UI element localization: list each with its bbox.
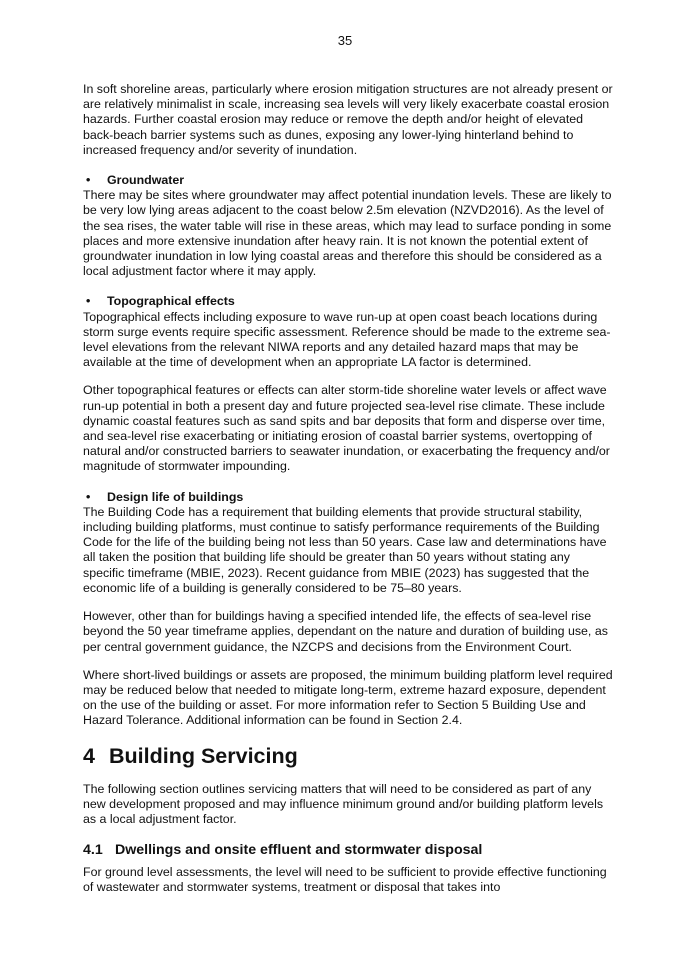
bullet-icon: • <box>86 173 91 188</box>
topographical-paragraph-1: Topographical effects including exposure to wave run-up at open coast beach locations during storm surge events require specific assessment. Reference should be made to the extreme sea-level elevations from the relevant NIWA reports and any detailed hazard maps that may be available at the time of development when an appropriate LA factor is determined. <box>83 309 611 370</box>
design-life-heading-text: Design life of buildings <box>107 489 244 504</box>
document-body <box>83 82 613 896</box>
page-number: 35 <box>337 33 353 48</box>
section-4-1-heading <box>83 841 613 859</box>
section-4-1-number: 4.1 <box>83 842 103 859</box>
topographical-heading <box>83 294 613 309</box>
design-life-paragraph-2: However, other than for buildings having a specified intended life, the effects of sea-level rise beyond the 50 year timeframe applies, dependant on the nature and duration of building use, as per central government guidance, the NZCPS and decisions from the Environment Court. <box>83 609 608 654</box>
topographical-heading-text: Topographical effects <box>107 294 235 309</box>
bullet-icon: • <box>86 489 91 504</box>
section-4-title: Building Servicing <box>109 743 298 768</box>
design-life-paragraph-3: Where short-lived buildings or assets are proposed, the minimum building platform level required may be reduced below that needed to mitigate long-term, extreme hazard exposure, dependent on the use of the building or asset. For more information refer to Section 5 Building Use and Hazard Tolerance. Additional information can be found in Section 2.4. <box>83 667 613 728</box>
groundwater-paragraph: There may be sites where groundwater may affect potential inundation levels. These are likely to be very low lying areas adjacent to the coast below 2.5m elevation (NZVD2016). As the level of the sea rises, the water table will rise in these areas, which may lead to surface ponding in some places and more extensive inundation after heavy rain. It is not known the potential extent of groundwater inundation in low lying coastal areas and therefore this should be considered as a local adjustment factor where it may apply. <box>83 188 612 279</box>
intro-paragraph: In soft shoreline areas, particularly where erosion mitigation structures are not already present or are relatively minimalist in scale, increasing sea levels will very likely exacerbate coastal erosion hazards. Further coastal erosion may reduce or remove the depth and/or height of elevated back-beach barrier systems such as dunes, exposing any lower-lying hinterland behind to increased frequency and/or severity of inundation. <box>83 82 613 157</box>
section-4-1-paragraph: For ground level assessments, the level will need to be sufficient to provide effective functioning of wastewater and stormwater systems, treatment or disposal that takes into <box>83 865 607 895</box>
design-life-heading <box>83 490 613 505</box>
bullet-icon: • <box>86 294 91 309</box>
groundwater-heading-text: Groundwater <box>107 173 185 188</box>
section-4-number: 4 <box>83 743 95 768</box>
design-life-paragraph-1: The Building Code has a requirement that building elements that provide structural stability, including building platforms, must continue to satisfy performance requirements of the Building Code for the life of the building being not less than 50 years. Case law and determinations have all taken the position that building life should be greater than 50 years without stating any specific timeframe (MBIE, 2023). Recent guidance from MBIE (2023) has suggested that the economic life of a building is generally considered to be 75–80 years. <box>83 504 607 595</box>
topographical-paragraph-2: Other topographical features or effects can alter storm-tide shoreline water levels or affect wave run-up potential in both a present day and future projected sea-level rise climate. These include dynamic coastal features such as sand spits and bar deposits that form and disperse over time, and sea-level rise exacerbating or initiating erosion of coastal barrier systems, overtopping of natural and/or constructed barriers to seawater inundation, or exacerbating the frequency and/or magnitude of stormwater impounding. <box>83 383 610 474</box>
section-4-heading <box>83 743 613 769</box>
groundwater-heading <box>83 173 613 188</box>
section-4-paragraph: The following section outlines servicing matters that will need to be considered as part of any new development proposed and may influence minimum ground and/or building platform levels as a local adjustment factor. <box>83 781 604 826</box>
section-4-1-title: Dwellings and onsite effluent and stormwater disposal <box>115 842 483 859</box>
